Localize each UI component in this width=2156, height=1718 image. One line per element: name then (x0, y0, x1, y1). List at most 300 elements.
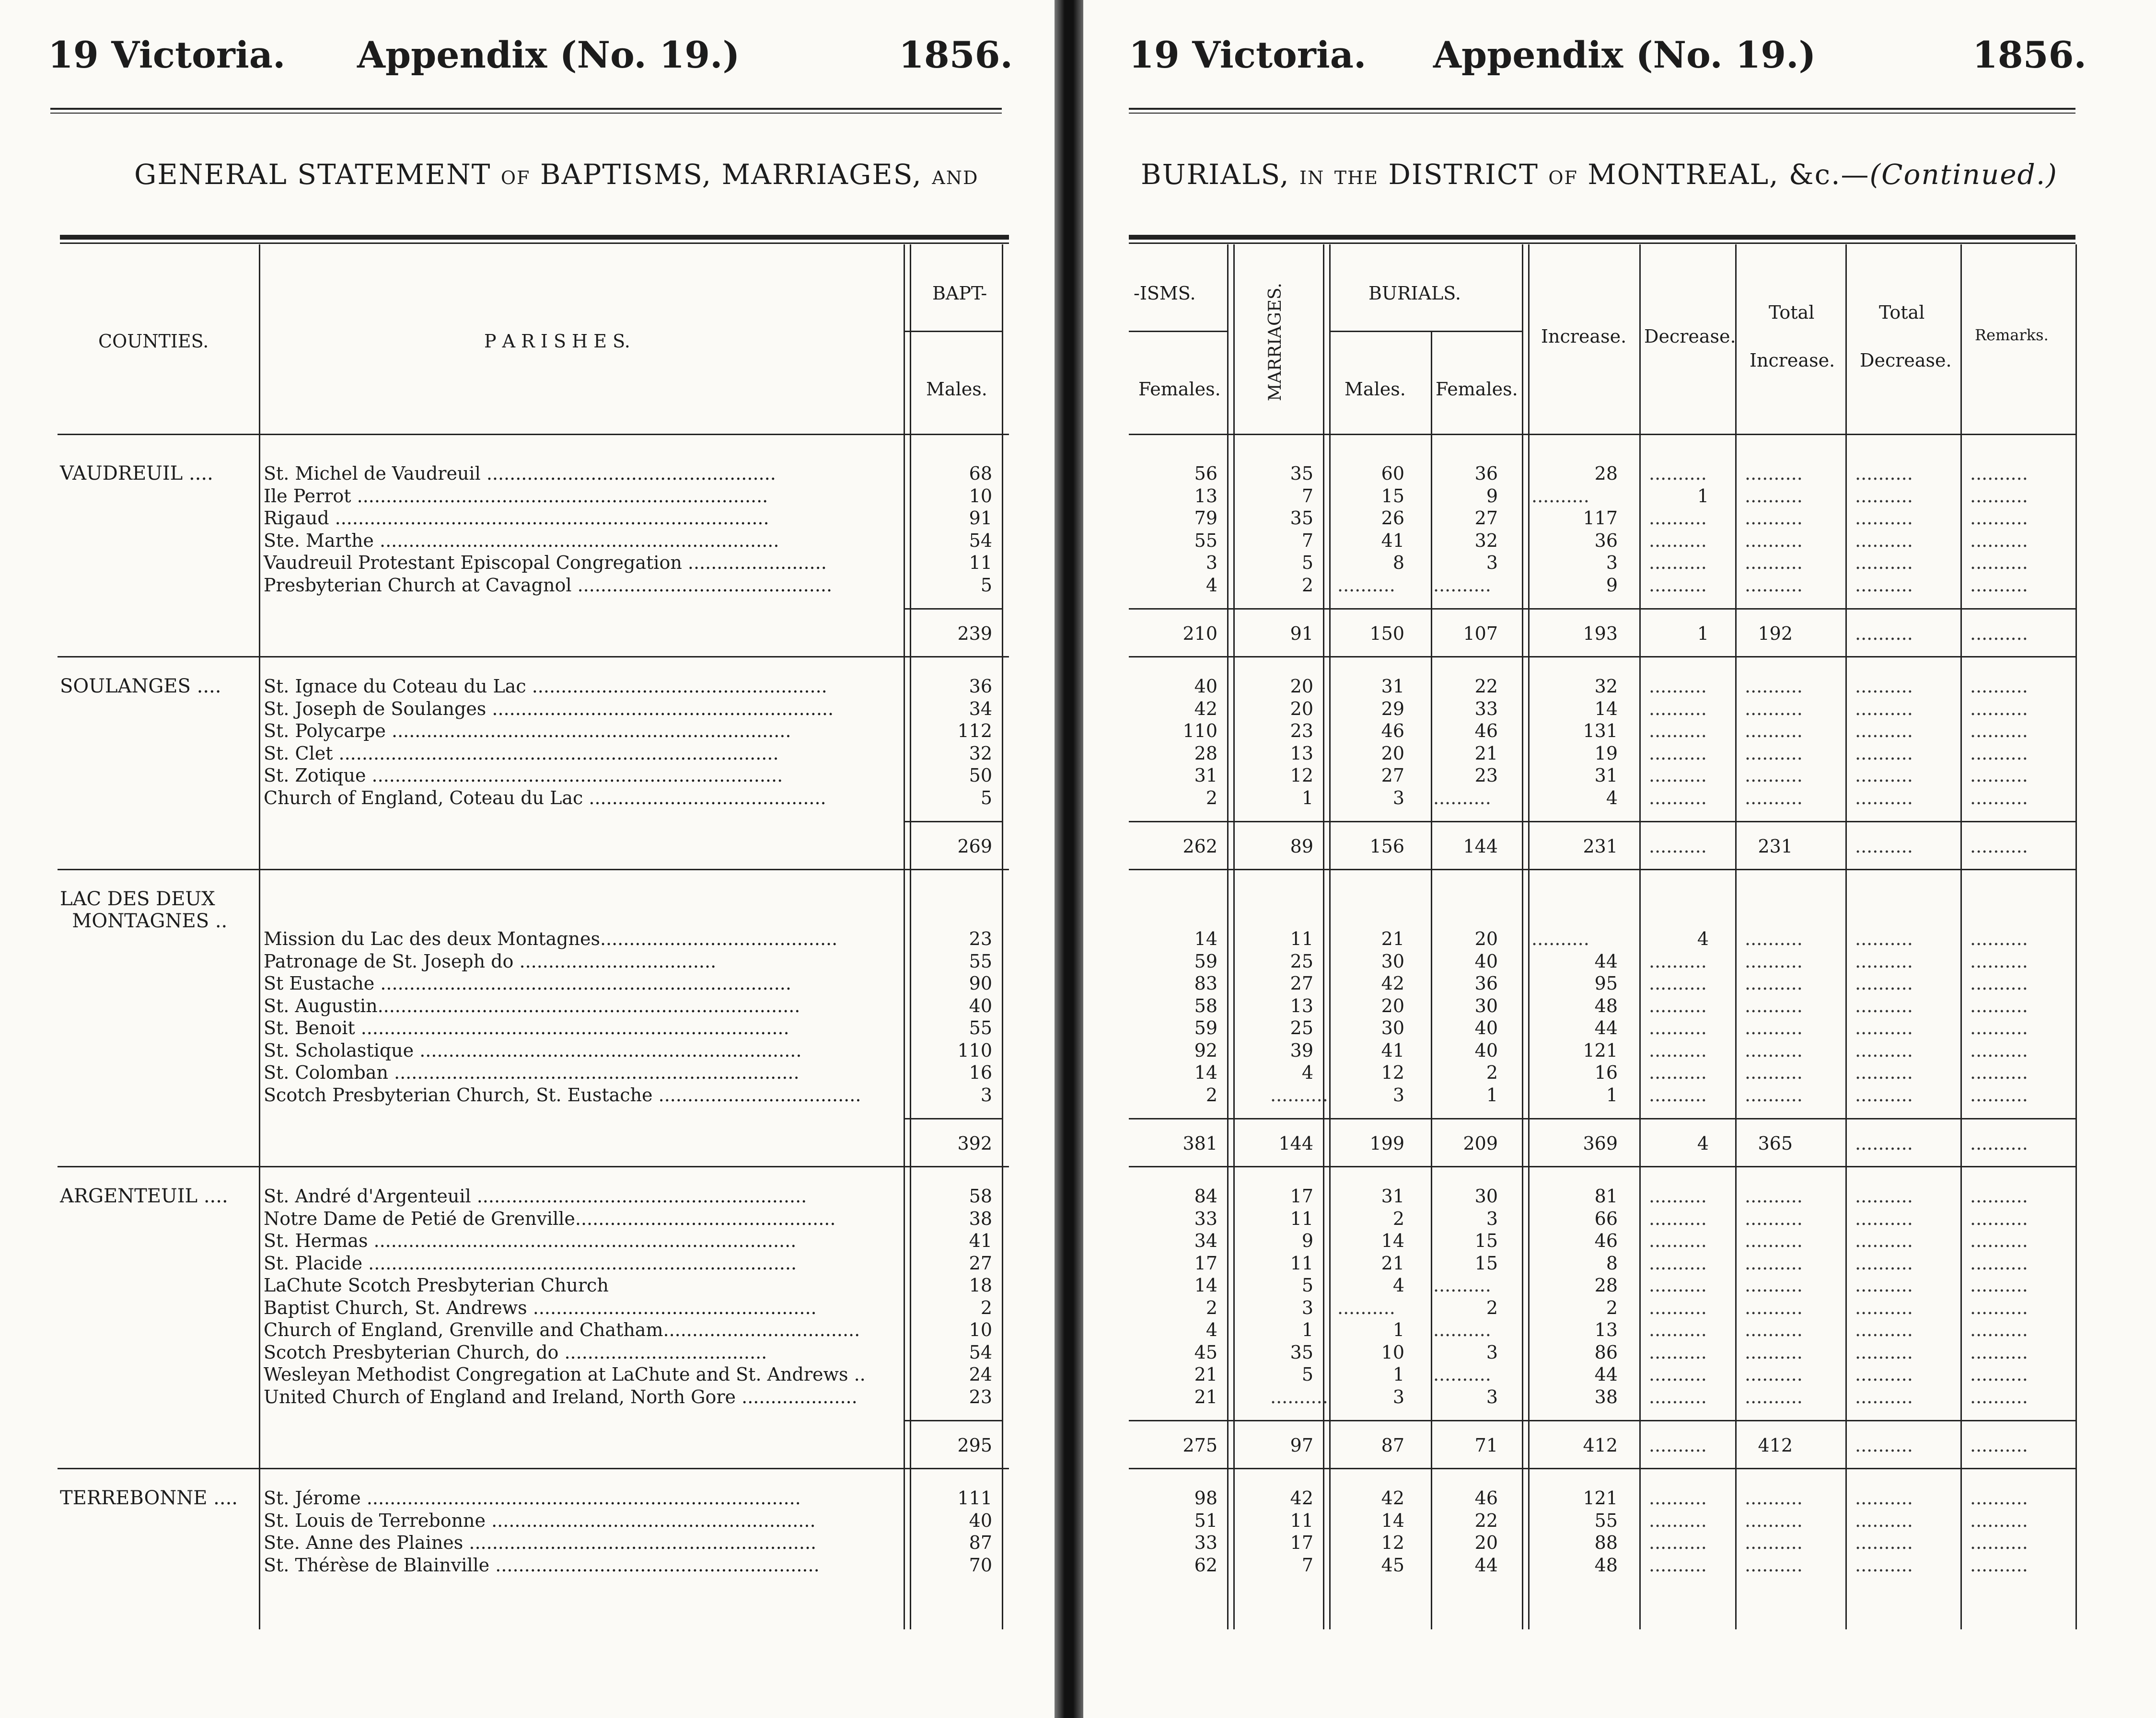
cell-males: 3 (980, 1084, 992, 1106)
leader-dots: .......... (1745, 507, 1803, 529)
cell-bur_females: 36 (1474, 463, 1498, 484)
leader-dots: .......... (1745, 1062, 1803, 1083)
cell-males: 112 (957, 720, 992, 741)
cell-increase: 44 (1594, 1364, 1618, 1385)
total-total-increase: 192 (1758, 623, 1793, 644)
cell-increase: 19 (1594, 742, 1618, 764)
total-total-increase: 412 (1758, 1435, 1793, 1456)
right-header-rule (1129, 108, 2075, 114)
cell-marriages: 5 (1301, 1275, 1313, 1296)
cell-increase: 28 (1594, 463, 1618, 484)
total-males: 392 (957, 1133, 992, 1154)
parish-name: Ile Perrot ....................................................................... (264, 485, 768, 507)
leader-dots: .......... (1649, 1435, 1707, 1456)
cell-increase: 2 (1606, 1297, 1618, 1318)
parish-name: St. Hermas ......................................................................... (264, 1230, 797, 1251)
leader-dots: .......... (1855, 1017, 1913, 1038)
leader-dots: .......... (1855, 698, 1913, 719)
leader-dots: .......... (1970, 623, 2028, 644)
leader-dots: .......... (1855, 950, 1913, 972)
leader-dots: .......... (1649, 1062, 1707, 1083)
cell-females: 31 (1194, 765, 1217, 786)
right-page (1083, 0, 2156, 1718)
parish-name: Scotch Presbyterian Church, do ................................... (264, 1341, 767, 1363)
cell-males: 55 (969, 1017, 992, 1038)
cell-bur_males: 8 (1392, 552, 1404, 573)
leader-dots: .......... (1649, 552, 1707, 573)
county-name: LAC DES DEUX MONTAGNES .. (60, 888, 228, 932)
leader-dots: .......... (1745, 485, 1803, 507)
leader-dots: .......... (1970, 1319, 2028, 1340)
leader-dots: .......... (1970, 463, 2028, 484)
leader-dots: .......... (1970, 720, 2028, 741)
cell-bur_males: 14 (1381, 1230, 1404, 1251)
leader-dots: .......... (1855, 836, 1913, 857)
leader-dots: .......... (1855, 623, 1913, 644)
total-bur_females: 144 (1463, 836, 1498, 857)
cell-bur_females: 22 (1474, 1510, 1498, 1531)
cell-bur_females: 20 (1474, 928, 1498, 949)
cell-bur_males: 42 (1381, 973, 1404, 994)
leader-dots: .......... (1970, 1297, 2028, 1318)
parish-name: Rigaud ........................................................................... (264, 507, 769, 529)
leader-dots: .......... (1745, 1510, 1803, 1531)
cell-marriages: 35 (1290, 507, 1313, 529)
cell-females: 3 (1206, 552, 1217, 573)
cell-males: 27 (969, 1252, 992, 1274)
total-increase-header: Total (1769, 302, 1815, 323)
cell-marriages: 25 (1290, 1017, 1313, 1038)
cell-females: 51 (1194, 1510, 1217, 1531)
cell-males: 2 (980, 1297, 992, 1318)
leader-dots: .......... (1855, 1133, 1913, 1154)
cell-females: 21 (1194, 1364, 1217, 1385)
total-bur_males: 150 (1369, 623, 1404, 644)
leader-dots: .......... (1855, 1487, 1913, 1509)
leader-dots: .......... (1745, 1186, 1803, 1207)
leader-dots: .......... (1649, 1532, 1707, 1553)
cell-females: 21 (1194, 1386, 1217, 1407)
leader-dots: .......... (1745, 574, 1803, 596)
cell-marriages: 12 (1290, 765, 1313, 786)
parish-name: St. Augustin......................................................................... (264, 995, 800, 1016)
cell-bur_males: 20 (1381, 742, 1404, 764)
leader-dots: .......... (1855, 552, 1913, 573)
cell-increase: 44 (1594, 1017, 1618, 1038)
leader-dots: .......... (1270, 1386, 1328, 1407)
cell-females: 2 (1206, 1084, 1217, 1106)
leader-dots: .......... (1855, 1230, 1913, 1251)
cell-bur_males: 21 (1381, 928, 1404, 949)
cell-males: 90 (969, 973, 992, 994)
leader-dots: .......... (1970, 1208, 2028, 1229)
total-bur_females: 71 (1474, 1435, 1498, 1456)
leader-dots: .......... (1649, 530, 1707, 551)
cell-increase: 13 (1594, 1319, 1618, 1340)
leader-dots: .......... (1745, 787, 1803, 808)
cell-females: 58 (1194, 995, 1217, 1016)
leader-dots: .......... (1970, 1510, 2028, 1531)
cell-increase: 48 (1594, 1554, 1618, 1576)
cell-increase: 4 (1606, 787, 1618, 808)
parish-name: St. Clet ............................................................................ (264, 742, 779, 764)
cell-males: 32 (969, 742, 992, 764)
parish-name: St. Michel de Vaudreuil .................................................. (264, 463, 776, 484)
leader-dots: .......... (1970, 530, 2028, 551)
right-session: 19 Victoria. (1129, 34, 1367, 76)
leader-dots: .......... (1970, 1133, 2028, 1154)
cell-females: 14 (1194, 1275, 1217, 1296)
leader-dots: .......... (1649, 787, 1707, 808)
group-rule (58, 1468, 1009, 1469)
cell-males: 54 (969, 530, 992, 551)
cell-bur_females: 3 (1486, 1208, 1498, 1229)
cell-increase: 95 (1594, 973, 1618, 994)
leader-dots: .......... (1970, 574, 2028, 596)
leader-dots: .......... (1433, 1364, 1491, 1385)
leader-dots: .......... (1970, 485, 2028, 507)
parish-name: Ste. Anne des Plaines ............................................................ (264, 1532, 817, 1553)
leader-dots: .......... (1649, 1319, 1707, 1340)
cell-bur_males: 26 (1381, 507, 1404, 529)
cell-bur_females: 40 (1474, 950, 1498, 972)
cell-males: 34 (969, 698, 992, 719)
remarks-header: Remarks. (1975, 326, 2049, 344)
subtotal-rule (1129, 608, 2075, 610)
parishes-header: P A R I S H E S. (484, 331, 630, 352)
leader-dots: .......... (1433, 787, 1491, 808)
cell-females: 56 (1194, 463, 1217, 484)
leader-dots: .......... (1337, 1297, 1395, 1318)
cell-increase: 38 (1594, 1386, 1618, 1407)
leader-dots: .......... (1270, 1084, 1328, 1106)
cell-males: 110 (957, 1039, 992, 1061)
cell-bur_males: 60 (1381, 463, 1404, 484)
cell-bur_males: 14 (1381, 1510, 1404, 1531)
cell-males: 87 (969, 1532, 992, 1553)
leader-dots: .......... (1649, 574, 1707, 596)
cell-marriages: 27 (1290, 973, 1313, 994)
cell-bur_females: 22 (1474, 676, 1498, 697)
cell-increase: 131 (1583, 720, 1618, 741)
leader-dots: .......... (1855, 720, 1913, 741)
cell-males: 50 (969, 765, 992, 786)
parish-name: Notre Dame de Petié de Grenville............................................. (264, 1208, 836, 1229)
cell-marriages: 2 (1301, 574, 1313, 596)
cell-increase: 121 (1583, 1039, 1618, 1061)
leader-dots: .......... (1745, 1275, 1803, 1296)
cell-marriages: 1 (1301, 787, 1313, 808)
total-increase: 231 (1583, 836, 1618, 857)
increase-header: Increase. (1541, 326, 1627, 347)
cell-bur_males: 41 (1381, 1039, 1404, 1061)
leader-dots: .......... (1745, 530, 1803, 551)
cell-increase: 44 (1594, 950, 1618, 972)
cell-bur_females: 46 (1474, 720, 1498, 741)
cell-bur_females: 15 (1474, 1230, 1498, 1251)
cell-marriages: 3 (1301, 1297, 1313, 1318)
total-females: 210 (1182, 623, 1217, 644)
cell-increase: 66 (1594, 1208, 1618, 1229)
left-appendix: Appendix (No. 19.) (357, 34, 740, 76)
leader-dots: .......... (1745, 1319, 1803, 1340)
group-rule (1129, 1468, 2075, 1469)
cell-decrease: 1 (1697, 485, 1709, 507)
cell-increase: 1 (1606, 1084, 1618, 1106)
header-bottom-rule (58, 434, 1009, 435)
leader-dots: .......... (1745, 720, 1803, 741)
cell-females: 84 (1194, 1186, 1217, 1207)
leader-dots: .......... (1970, 507, 2028, 529)
column-rule (259, 244, 260, 1629)
leader-dots: .......... (1745, 1084, 1803, 1106)
leader-dots: .......... (1970, 765, 2028, 786)
cell-males: 23 (969, 1386, 992, 1407)
total-decrease-header: Decrease. (1860, 350, 1952, 371)
cell-increase: 81 (1594, 1186, 1618, 1207)
leader-dots: .......... (1531, 928, 1589, 949)
total-decrease-header: Total (1879, 302, 1925, 323)
leader-dots: .......... (1970, 1364, 2028, 1385)
leader-dots: .......... (1855, 1364, 1913, 1385)
cell-bur_males: 29 (1381, 698, 1404, 719)
leader-dots: .......... (1970, 995, 2028, 1016)
leader-dots: .......... (1649, 698, 1707, 719)
leader-dots: .......... (1970, 1487, 2028, 1509)
cell-bur_females: 27 (1474, 507, 1498, 529)
cell-marriages: 5 (1301, 552, 1313, 573)
right-table-top-rule (1129, 235, 2075, 244)
parish-name: Ste. Marthe ..................................................................... (264, 530, 779, 551)
leader-dots: .......... (1970, 698, 2028, 719)
leader-dots: .......... (1649, 676, 1707, 697)
leader-dots: .......... (1745, 950, 1803, 972)
leader-dots: .......... (1745, 765, 1803, 786)
leader-dots: .......... (1745, 676, 1803, 697)
leader-dots: .......... (1745, 1297, 1803, 1318)
leader-dots: .......... (1970, 1230, 2028, 1251)
parish-name: Church of England, Coteau du Lac ......................................... (264, 787, 826, 808)
cell-males: 40 (969, 995, 992, 1016)
group-rule (1129, 656, 2075, 657)
leader-dots: .......... (1649, 1554, 1707, 1576)
leader-dots: .......... (1649, 1341, 1707, 1363)
leader-dots: .......... (1970, 928, 2028, 949)
marriages-header: MARRIAGES. (1265, 283, 1285, 402)
parish-name: St. Polycarpe ..................................................................... (264, 720, 791, 741)
leader-dots: .......... (1970, 836, 2028, 857)
leader-dots: .......... (1855, 1510, 1913, 1531)
leader-dots: .......... (1855, 765, 1913, 786)
leader-dots: .......... (1649, 836, 1707, 857)
leader-dots: .......... (1745, 1487, 1803, 1509)
left-table-top-rule (60, 235, 1009, 244)
cell-females: 98 (1194, 1487, 1217, 1509)
cell-increase: 3 (1606, 552, 1618, 573)
cell-bur_females: 15 (1474, 1252, 1498, 1274)
cell-marriages: 7 (1301, 1554, 1313, 1576)
column-rule (1735, 244, 1737, 1629)
parish-name: St. Colomban ...................................................................... (264, 1062, 800, 1083)
header-bottom-rule (1129, 434, 2075, 435)
cell-females: 13 (1194, 485, 1217, 507)
cell-males: 41 (969, 1230, 992, 1251)
leader-dots: .......... (1649, 1017, 1707, 1038)
cell-increase: 31 (1594, 765, 1618, 786)
group-rule (58, 1166, 1009, 1167)
cell-bur_females: 32 (1474, 530, 1498, 551)
leader-dots: .......... (1649, 1487, 1707, 1509)
cell-bur_females: 33 (1474, 698, 1498, 719)
cell-increase: 48 (1594, 995, 1618, 1016)
burials-subrule (1330, 331, 1522, 332)
decrease-header: Decrease. (1644, 326, 1736, 347)
book-gutter (1055, 0, 1083, 1718)
leader-dots: .......... (1649, 507, 1707, 529)
group-rule (58, 869, 1009, 870)
cell-marriages: 11 (1290, 928, 1313, 949)
cell-increase: 46 (1594, 1230, 1618, 1251)
leader-dots: .......... (1970, 1532, 2028, 1553)
left-page (0, 0, 1055, 1718)
leader-dots: .......... (1855, 742, 1913, 764)
cell-males: 58 (969, 1186, 992, 1207)
cell-females: 59 (1194, 1017, 1217, 1038)
parish-name: St. Joseph de Soulanges ........................................................... (264, 698, 834, 719)
leader-dots: .......... (1855, 995, 1913, 1016)
subtotal-rule (1129, 821, 2075, 822)
county-name: VAUDREUIL .... (60, 462, 213, 484)
cell-marriages: 11 (1290, 1510, 1313, 1531)
cell-females: 33 (1194, 1208, 1217, 1229)
bapt-subrule (904, 331, 1002, 332)
total-increase: 193 (1583, 623, 1618, 644)
leader-dots: .......... (1855, 787, 1913, 808)
column-rule (1845, 244, 1847, 1629)
leader-dots: .......... (1649, 1386, 1707, 1407)
leader-dots: .......... (1970, 1554, 2028, 1576)
leader-dots: .......... (1855, 1275, 1913, 1296)
leader-dots: .......... (1970, 1252, 2028, 1274)
parish-name: Patronage de St. Joseph do .................................. (264, 950, 717, 972)
leader-dots: .......... (1970, 1084, 2028, 1106)
cell-bur_males: 20 (1381, 995, 1404, 1016)
leader-dots: .......... (1649, 463, 1707, 484)
cell-females: 40 (1194, 676, 1217, 697)
leader-dots: .......... (1970, 1275, 2028, 1296)
subtotal-rule (904, 821, 1002, 822)
leader-dots: .......... (1855, 1319, 1913, 1340)
cell-increase: 8 (1606, 1252, 1618, 1274)
cell-bur_females: 36 (1474, 973, 1498, 994)
group-rule (1129, 869, 2075, 870)
cell-bur_males: 46 (1381, 720, 1404, 741)
leader-dots: .......... (1855, 1297, 1913, 1318)
cell-bur_males: 3 (1392, 1084, 1404, 1106)
cell-males: 18 (969, 1275, 992, 1296)
leader-dots: .......... (1855, 1186, 1913, 1207)
cell-bur_males: 21 (1381, 1252, 1404, 1274)
leader-dots: .......... (1970, 1435, 2028, 1456)
cell-females: 2 (1206, 787, 1217, 808)
leader-dots: .......... (1855, 1039, 1913, 1061)
bapt-header: BAPT- (932, 283, 987, 304)
leader-dots: .......... (1970, 1186, 2028, 1207)
cell-decrease: 4 (1697, 928, 1709, 949)
group-rule (58, 656, 1009, 657)
leader-dots: .......... (1970, 1017, 2028, 1038)
leader-dots: .......... (1745, 995, 1803, 1016)
subtotal-rule (1129, 1118, 2075, 1119)
cell-increase: 14 (1594, 698, 1618, 719)
leader-dots: .......... (1649, 1364, 1707, 1385)
leader-dots: .......... (1970, 1039, 2028, 1061)
total-increase: 369 (1583, 1133, 1618, 1154)
cell-males: 23 (969, 928, 992, 949)
cell-females: 2 (1206, 1297, 1217, 1318)
leader-dots: .......... (1649, 720, 1707, 741)
subtotal-rule (1129, 1420, 2075, 1421)
cell-marriages: 39 (1290, 1039, 1313, 1061)
cell-increase: 117 (1583, 507, 1618, 529)
cell-females: 4 (1206, 1319, 1217, 1340)
cell-males: 70 (969, 1554, 992, 1576)
left-title: GENERAL STATEMENT OF BAPTISMS, MARRIAGES, AND (134, 158, 979, 191)
parish-name: St. Louis de Terrebonne ........................................................ (264, 1510, 816, 1531)
total-decrease: 1 (1697, 623, 1709, 644)
cell-bur_females: 30 (1474, 995, 1498, 1016)
county-name: SOULANGES .... (60, 675, 221, 697)
cell-males: 10 (969, 1319, 992, 1340)
leader-dots: .......... (1649, 1084, 1707, 1106)
cell-bur_males: 42 (1381, 1487, 1404, 1509)
parish-name: St. Scholastique .................................................................. (264, 1039, 802, 1061)
leader-dots: .......... (1745, 1554, 1803, 1576)
cell-males: 11 (969, 552, 992, 573)
cell-bur_females: 23 (1474, 765, 1498, 786)
cell-females: 83 (1194, 973, 1217, 994)
cell-increase: 36 (1594, 530, 1618, 551)
leader-dots: .......... (1970, 1062, 2028, 1083)
parish-name: St. Ignace du Coteau du Lac ................................................... (264, 676, 827, 697)
cell-marriages: 42 (1290, 1487, 1313, 1509)
cell-marriages: 13 (1290, 995, 1313, 1016)
total-marriages: 144 (1278, 1133, 1313, 1154)
cell-bur_females: 2 (1486, 1062, 1498, 1083)
cell-marriages: 20 (1290, 676, 1313, 697)
total-increase-header: Increase. (1750, 350, 1835, 371)
cell-bur_males: 12 (1381, 1532, 1404, 1553)
cell-increase: 28 (1594, 1275, 1618, 1296)
leader-dots: .......... (1649, 1275, 1707, 1296)
leader-dots: .......... (1649, 950, 1707, 972)
cell-females: 110 (1182, 720, 1217, 741)
leader-dots: .......... (1649, 1186, 1707, 1207)
cell-bur_males: 3 (1392, 1386, 1404, 1407)
cell-marriages: 5 (1301, 1364, 1313, 1385)
cell-bur_males: 2 (1392, 1208, 1404, 1229)
burial-females-header: Females. (1436, 379, 1518, 400)
males-header: Males. (926, 379, 987, 400)
cell-females: 14 (1194, 1062, 1217, 1083)
leader-dots: .......... (1855, 1532, 1913, 1553)
leader-dots: .......... (1855, 463, 1913, 484)
cell-marriages: 23 (1290, 720, 1313, 741)
leader-dots: .......... (1745, 698, 1803, 719)
parish-name: Wesleyan Methodist Congregation at LaChute and St. Andrews .. (264, 1364, 866, 1385)
parish-name: St. Jérome ........................................................................... (264, 1487, 801, 1509)
leader-dots: .......... (1970, 1386, 2028, 1407)
